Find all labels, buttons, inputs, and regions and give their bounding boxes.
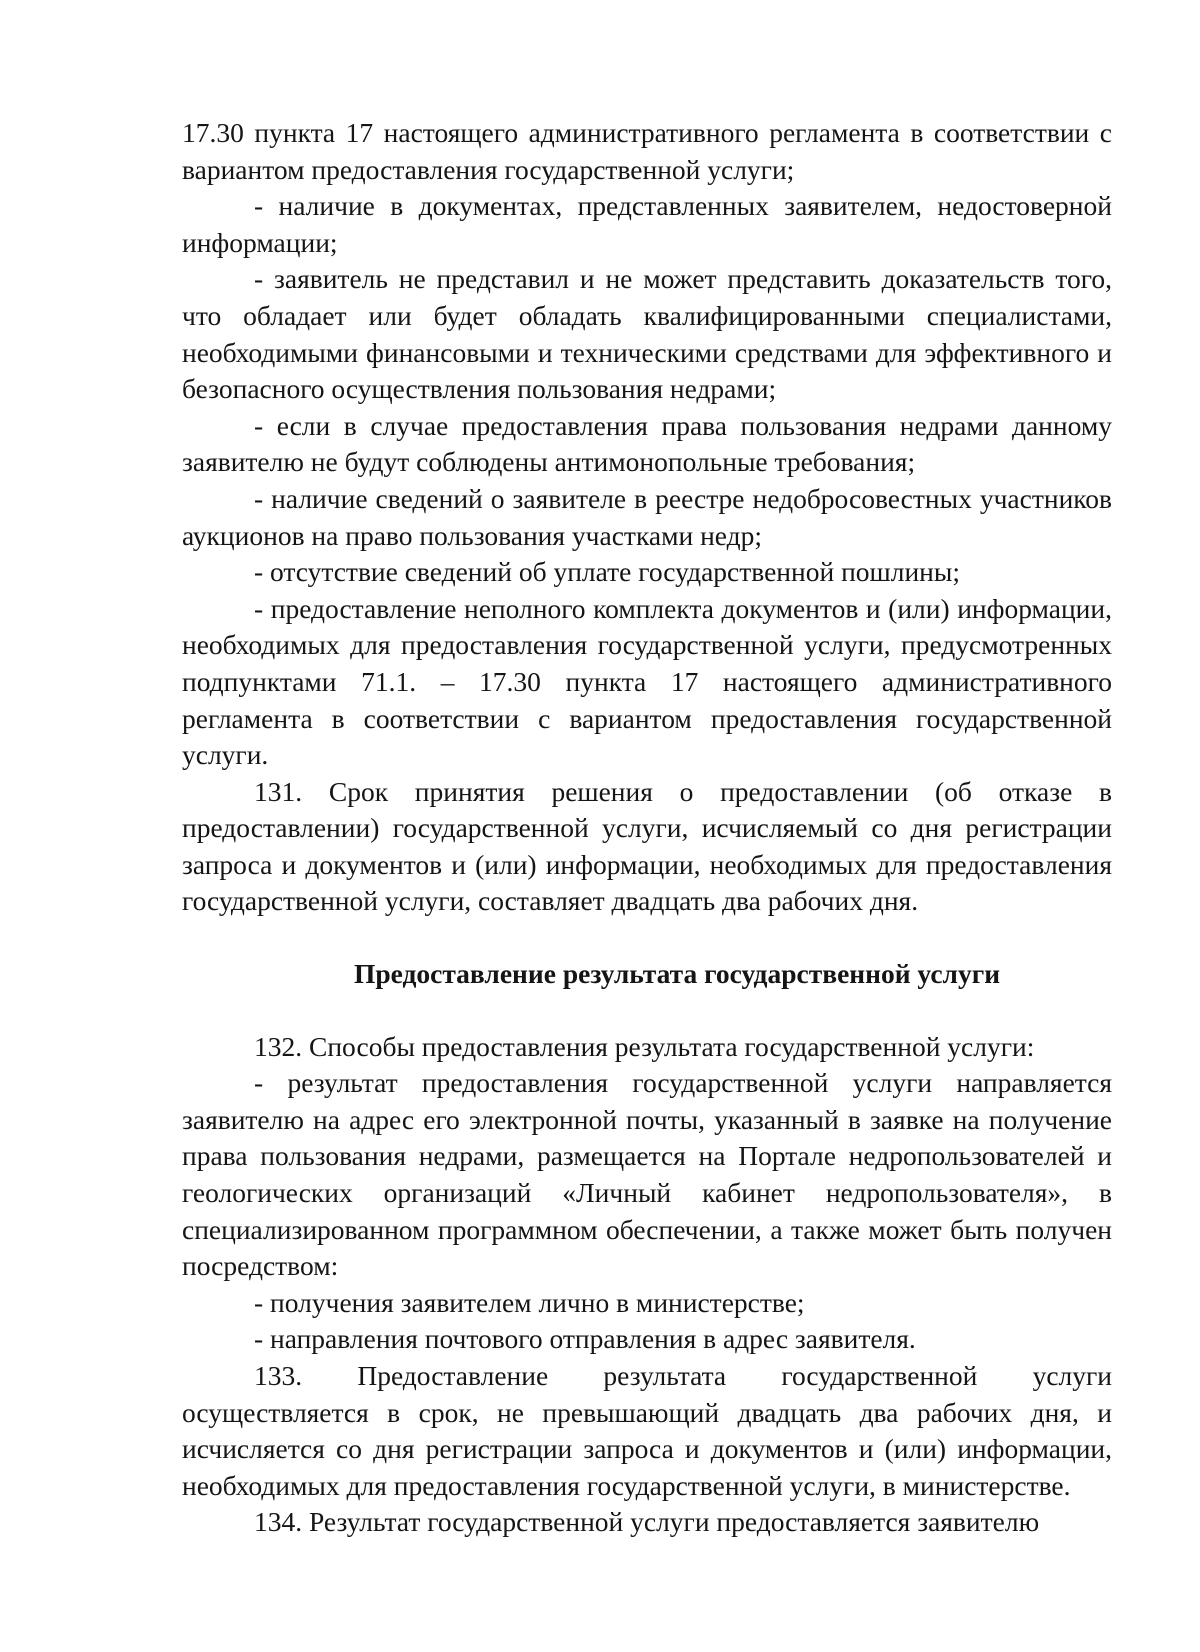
paragraph-p1: 17.30 пункта 17 настоящего административного регламента в соответствии с вариантом предоставления государственной услуги; (182, 117, 1112, 185)
paragraph-p2: - наличие в документах, представленных заявителем, недостоверной информации; (182, 190, 1112, 258)
paragraph-p13: 133. Предоставление результата государственной услуги осуществляется в срок, не превышающий двадцать два рабочих дня, и исчисляется со дня регистрации запроса и документов и (или) информации, необходимых для предоставления государственной услуги, в министерстве. (182, 1360, 1112, 1501)
paragraph-p4: - если в случае предоставления права пользования недрами данному заявителю не будут соблюдены антимонопольные требования; (182, 409, 1112, 478)
paragraph-p9: 132. Способы предоставления результата государственной услуги: (254, 1030, 1035, 1062)
paragraph-p7: - предоставление неполного комплекта документов и (или) информации, необходимых для предоставления государственной услуги, предусмотренных подпунктами 71.1. – 17.30 пункта 17 настоящего административного регламента в соответствии с вариантом предоставления государственной услуги. (182, 592, 1112, 771)
paragraph-p12: - направления почтового отправления в адрес заявителя. (254, 1323, 916, 1355)
document-body (182, 115, 1112, 1541)
paragraph-p14: 134. Результат государственной услуги предоставляется заявителю (254, 1506, 1040, 1538)
paragraph-p11: - получения заявителем лично в министерстве; (254, 1286, 805, 1318)
paragraph-p5: - наличие сведений о заявителе в реестре недобросовестных участников аукционов на право пользования участками недр; (182, 482, 1112, 551)
paragraph-p3: - заявитель не представил и не может представить доказательств того, что обладает или будет обладать квалифицированными специалистами, необходимыми финансовыми и техническими средствами для эффективного и безопасного осуществления пользования недрами; (182, 263, 1112, 405)
paragraph-p10: - результат предоставления государственной услуги направляется заявителю на адрес его электронной почты, указанный в заявке на получение права пользования недрами, размещается на Портале недропользователей и геологических организаций «Личный кабинет недропользователя», в специализированном программном обеспечении, а также может быть получен посредством: (182, 1067, 1112, 1282)
paragraph-p8: 131. Срок принятия решения о предоставлении (об отказе в предоставлении) государственной услуги, исчисляемый со дня регистрации запроса и документов и (или) информации, необходимых для предоставления государственной услуги, составляет двадцать два рабочих дня. (182, 775, 1112, 917)
section-heading: Предоставление результата государственной услуги (353, 958, 1001, 990)
paragraph-p6: - отсутствие сведений об уплате государственной пошлины; (254, 556, 961, 588)
